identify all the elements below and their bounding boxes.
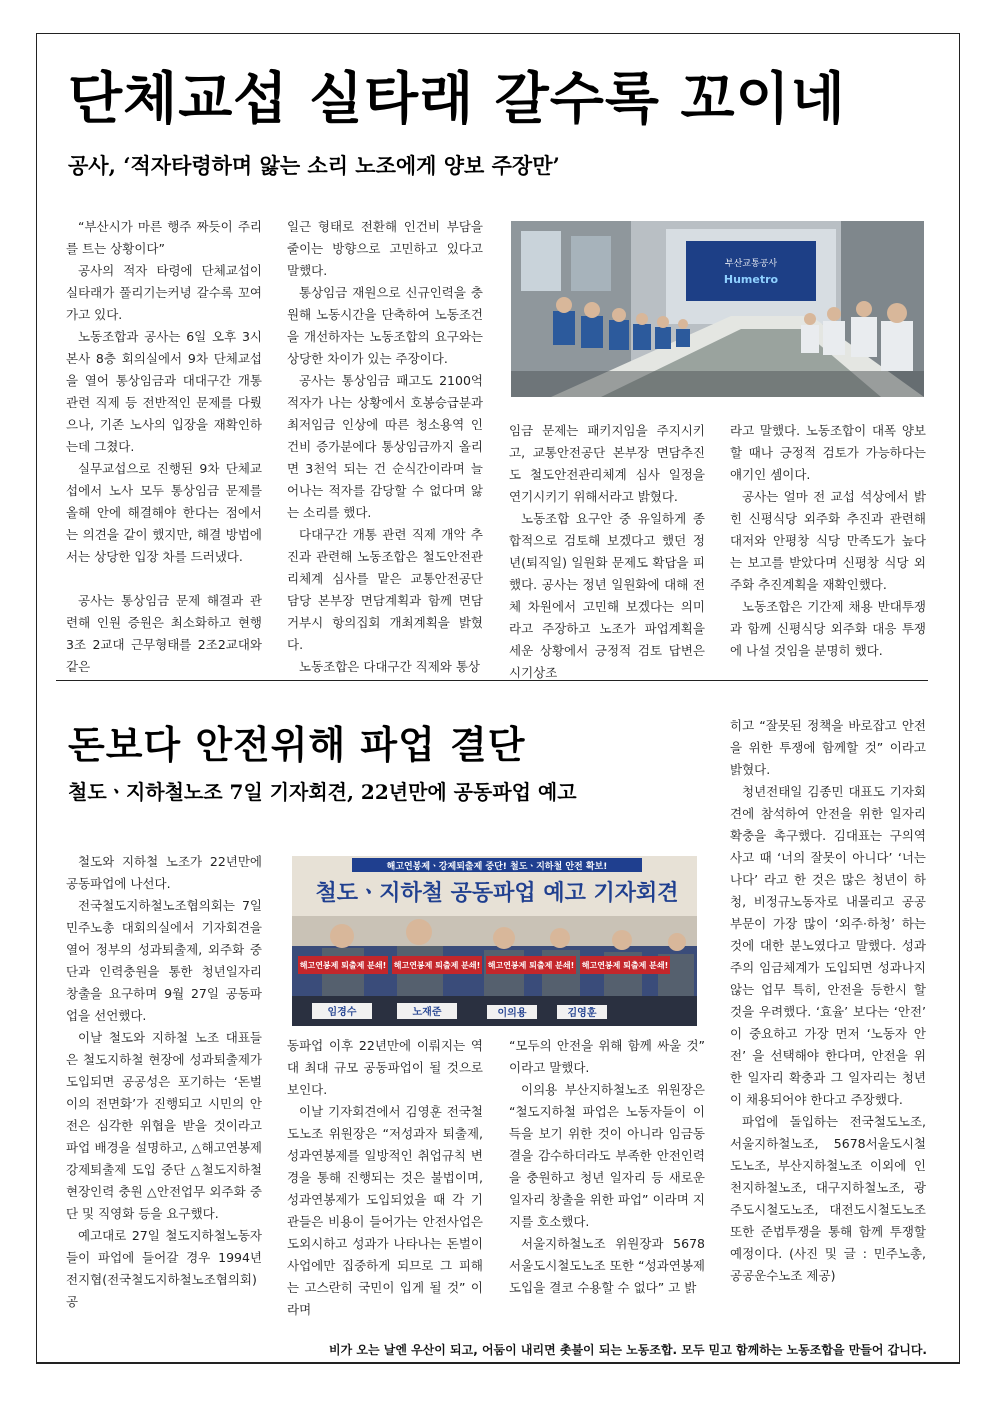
paragraph: 공사의 적자 타령에 단체교섭이 실타래가 풀리기는커녕 갈수록 꼬여가고 있다. <box>66 263 262 322</box>
article1-subhead: 공사, ‘적자타령하며 앓는 소리 노조에게 양보 주장만’ <box>68 153 560 178</box>
article1-column-2 <box>287 216 483 678</box>
press-conference-image <box>292 856 697 1026</box>
paragraph: 청년전태일 김종민 대표도 기자회견에 참석하여 안전을 위한 일자리확충을 촉구했다. 김대표는 구의역 사고 때 ‘너의 잘못이 아니다’ ‘너는 나다’ 라고 한 것은 많은 청년이 하청, 비정규노동자로 내몰리고 공공부문이 가장 많이 ‘외주·하청’ 하는 것에 대한 분노였다고 말했다. 성과주의 임금체계가 도입되면 성과나지 않는 업무 특히, 안전을 등한시 할 것을 우려했다. ‘효율’ 보다는 ‘안전’ 이 중요하고 가장 먼저 ‘노동자 안전’ 을 선택해야 한다며, 안전을 위한 일자리 확충과 그 일자리는 청년이 채용되어야 한다고 주장했다. <box>730 784 926 1107</box>
article2-column-right <box>730 715 926 1287</box>
paragraph: 파업에 돌입하는 전국철도노조, 서울지하철노조, 5678서울도시철도노조, 부산지하철노조 이외에 인천지하철노조, 대구지하철노조, 광주도시철도노조, 대전도시철도노조 또한 준법투쟁을 통해 함께 투쟁할 예정이다. (사진 및 글 : 민주노총, 공공운수노조 제공) <box>730 1114 926 1283</box>
paragraph: 일근 형태로 전환해 인건비 부담을 줄이는 방향으로 고민하고 있다고 말했다. <box>287 219 483 278</box>
protest-sign-text: 해고연봉제 퇴출제 분쇄! <box>487 961 575 970</box>
paragraph: 라고 말했다. 노동조합이 대폭 양보할 때나 긍정적 검토가 가능하다는 얘기인 셈이다. <box>730 423 926 482</box>
paragraph: “모두의 안전을 위해 함께 싸울 것” 이라고 말했다. <box>509 1038 705 1075</box>
article2-column-1 <box>66 851 262 1313</box>
article1-column-1 <box>66 216 262 678</box>
paragraph: 통상임금 재원으로 신규인력을 충원해 노동시간을 단축하여 노동조건을 개선하자는 노동조합의 요구와는 상당한 차이가 있는 주장이다. <box>287 285 483 366</box>
paragraph: 실무교섭으로 진행된 9차 단체교섭에서 노사 모두 통상임금 문제를 올해 안에 해결해야 한다는 점에서는 의견을 같이 했지만, 해결 방법에서는 상당한 입장 차를 드러냈다. <box>66 461 262 564</box>
photo-logo-text: Humetro <box>723 273 779 286</box>
paragraph: 노동조합 요구안 중 유일하게 종합적으로 검토해 보겠다고 했던 정년(퇴직일) 일원화 문제도 확답을 피했다. 공사는 정년 일원화에 대해 전체 차원에서 고민해 보겠다는 의미라고 주장하고 노조가 파업계획을 세운 상황에서 긍정적 검토 답변은 시기상조 <box>509 511 705 680</box>
paragraph: 이의용 부산지하철노조 위원장은 “철도지하철 파업은 노동자들이 이득을 보기 위한 것이 아니라 임금동결을 감수하더라도 부족한 안전인력을 충원하고 청년 일자리 등 새로운 일자리 창출을 위한 파업” 이라며 지지를 호소했다. <box>509 1082 705 1229</box>
paragraph: 서울지하철노조 위원장과 5678서울도시철도노조 또한 “성과연봉제 도입을 결코 수용할 수 없다” 고 밝 <box>509 1236 705 1295</box>
name-plate-text: 이의용 <box>497 1008 527 1019</box>
banner-main-text: 철도ㆍ지하철 공동파업 예고 기자회견 <box>315 881 679 906</box>
paragraph: 이날 기자회견에서 김영훈 전국철도노조 위원장은 “저성과자 퇴출제, 성과연봉제를 일방적인 취업규칙 변경을 통해 진행되는 것은 불법이며, 성과연봉제가 도입되었을 때 각 기관들은 비용이 들어가는 안전사업은 도외시하고 성과가 나타나는 돈벌이 사업에만 집중하게 되므로 그 피해는 고스란히 국민이 입게 될 것” 이라며 <box>287 1104 483 1317</box>
paragraph: 공사는 통상임금 패고도 2100억 적자가 나는 상황에서 호봉승급분과 최저임금 인상에 따른 청소용역 인건비 증가분에다 통상임금까지 올리면 3천억 되는 건 순식간이라며 늘어나는 적자를 감당할 수 없다며 앓는 소리를 했다. <box>287 373 483 520</box>
paragraph: 노동조합과 공사는 6일 오후 3시 본사 8층 회의실에서 9차 단체교섭을 열어 통상임금과 대대구간 개통 관련 직제 등 전반적인 문제를 다뤘으나, 기존 노사의 입장을 재확인하는데 그쳤다. <box>66 329 262 454</box>
protest-sign-text: 해고연봉제 퇴출제 분쇄! <box>299 961 387 970</box>
protest-sign-text: 해고연봉제 퇴출제 분쇄! <box>393 961 481 970</box>
paragraph: 공사는 통상임금 문제 해결과 관련해 인원 증원은 최소화하고 현행 3조 2교대 근무형태를 2조2교대와 같은 <box>66 593 262 674</box>
paragraph: 다대구간 개통 관련 직제 개악 추진과 관련해 노동조합은 철도안전관리체계 심사를 맡은 교통안전공단 담당 본부장 면담계획과 함께 면담 거부시 항의집회 개최계획을 밝혔다. <box>287 527 483 652</box>
photo-banner-text: 부산교통공사 <box>724 259 778 269</box>
meeting-photo <box>511 221 924 397</box>
paragraph: 철도와 지하철 노조가 22년만에 공동파업에 나선다. <box>66 854 262 891</box>
paragraph: 임금 문제는 패키지임을 주지시키고, 교통안전공단 본부장 면담추진도 철도안전관리체계 심사 일정을 연기시키기 위해서라고 밝혔다. <box>509 423 705 504</box>
name-plate-text: 노재준 <box>412 1007 442 1018</box>
footer-rule <box>36 1363 960 1364</box>
paragraph: 예고대로 27일 철도지하철노동자들이 파업에 들어갈 경우 1994년 전지협(전국철도지하철노조협의회) 공 <box>66 1228 262 1309</box>
section-divider <box>56 680 928 681</box>
paragraph: 이날 철도와 지하철 노조 대표들은 철도지하철 현장에 성과퇴출제가 도입되면 공공성은 포기하는 ‘돈벌이의 전면화’가 진행되고 시민의 안전은 심각한 위협을 받을 것이라고 파업 배경을 설명하고, △해고연봉제강제퇴출제 도입 중단 △철도지하철 현장인력 충원 △안전업무 외주화 중단 및 직영화 등을 요구했다. <box>66 1030 262 1221</box>
paragraph: 공사는 얼마 전 교섭 석상에서 밝힌 신평식당 외주화 추진과 관련해 대저와 안평창 식당 만족도가 높다는 보고를 받았다며 신평창 식당 외주화 추진계획을 재확인했다. <box>730 489 926 592</box>
paragraph: 전국철도지하철노조협의회는 7일 민주노총 대회의실에서 기자회견을 열어 정부의 성과퇴출제, 외주화 중단과 인력충원을 통한 청년일자리 창출을 요구하며 9월 27일 공동파업을 선언했다. <box>66 898 262 1023</box>
footer-slogan: 비가 오는 날엔 우산이 되고, 어둠이 내리면 촛불이 되는 노동조합. 모두 믿고 함께하는 노동조합을 만들어 갑니다. <box>329 1343 927 1357</box>
article2-column-3 <box>509 1035 705 1299</box>
paragraph: 노동조합은 다대구간 직제와 통상 <box>299 659 480 674</box>
meeting-photo-image <box>511 221 924 397</box>
protest-sign-text: 해고연봉제 퇴출제 분쇄! <box>581 961 669 970</box>
article2-subhead: 철도ㆍ지하철노조 7일 기자회견, 22년만에 공동파업 예고 <box>68 780 577 804</box>
paragraph: 히고 “잘못된 정책을 바로잡고 안전을 위한 투쟁에 함께할 것” 이라고 밝혔다. <box>730 718 926 777</box>
article1-column-4 <box>730 420 926 662</box>
name-plate-text: 김영훈 <box>567 1008 597 1019</box>
paragraph: “부산시가 마른 행주 짜듯이 주리를 트는 상황이다” <box>66 219 262 256</box>
banner-top-text: 해고연봉제ㆍ강제퇴출제 중단! 철도ㆍ지하철 안전 확보! <box>386 862 608 872</box>
article1-column-3 <box>509 420 705 684</box>
press-conference-photo <box>292 856 697 1026</box>
paragraph: 노동조합은 기간제 채용 반대투쟁과 함께 신평식당 외주화 대응 투쟁에 나설 것임을 분명히 했다. <box>730 599 926 658</box>
article2-column-2 <box>287 1035 483 1321</box>
paragraph: 동파업 이후 22년만에 이뤄지는 역대 최대 규모 공동파업이 될 것으로 보인다. <box>287 1038 483 1097</box>
article1-headline: 단체교섭 실타래 갈수록 꼬이네 <box>68 67 846 132</box>
article2-headline: 돈보다 안전위해 파업 결단 <box>68 723 526 767</box>
name-plate-text: 임경수 <box>327 1007 357 1018</box>
